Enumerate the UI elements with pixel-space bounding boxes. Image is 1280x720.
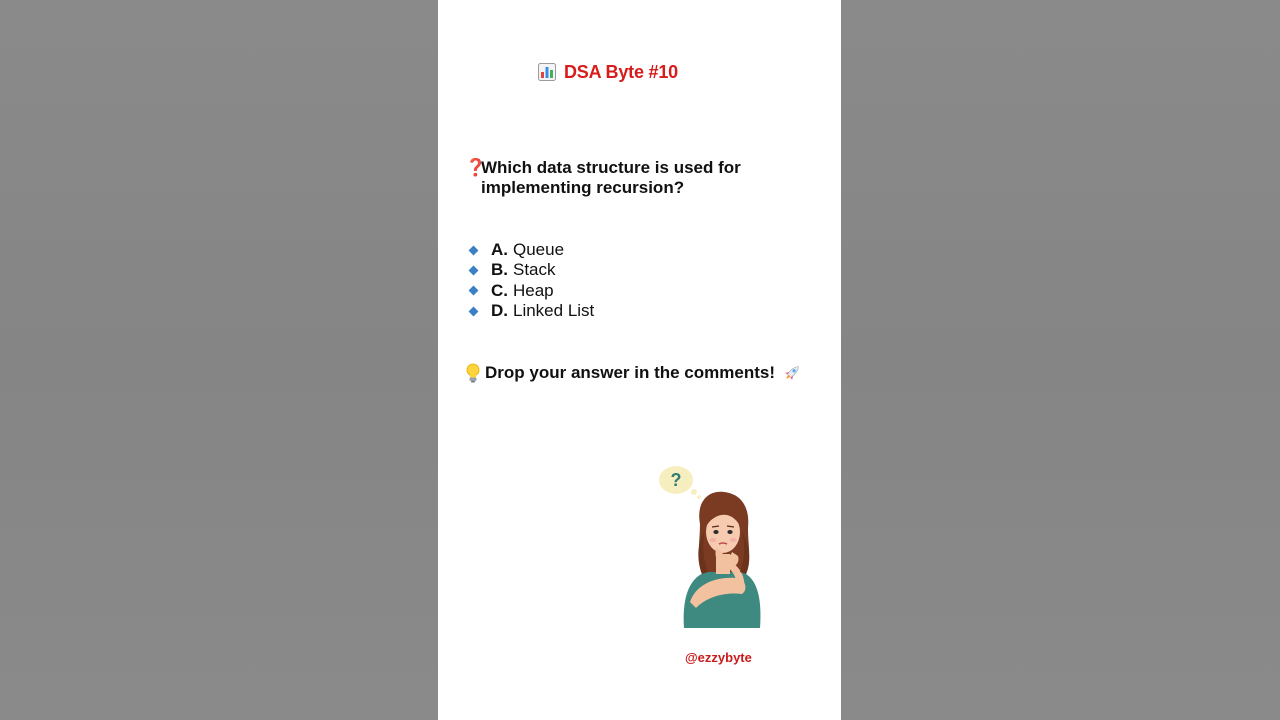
rocket-icon <box>782 363 802 383</box>
thought-question-mark: ? <box>670 470 682 490</box>
page-title: DSA Byte #10 <box>564 61 678 82</box>
question-text <box>465 158 825 198</box>
diamond-bullet-icon <box>469 265 479 275</box>
option-text: Heap <box>513 280 554 300</box>
diamond-bullet-icon <box>469 286 479 296</box>
question-line-1: Which data structure is used for <box>481 158 741 177</box>
question-line-2: implementing recursion? <box>481 178 685 197</box>
option-b <box>468 260 594 280</box>
title-row <box>538 60 678 84</box>
call-to-action <box>465 363 802 383</box>
diamond-bullet-icon <box>469 306 479 316</box>
cta-text: Drop your answer in the comments! <box>485 363 775 382</box>
option-text: Linked List <box>513 301 595 321</box>
diamond-bullet-icon <box>469 245 479 255</box>
question-mark-icon: ❓ <box>465 158 487 177</box>
option-letter: B. <box>491 260 508 280</box>
option-letter: A. <box>491 240 508 260</box>
option-c <box>468 281 594 301</box>
option-d <box>468 301 594 321</box>
option-a <box>468 240 594 260</box>
quiz-card <box>438 0 841 720</box>
option-letter: D. <box>491 301 508 321</box>
right-blur-panel <box>841 0 1280 720</box>
answer-options-list <box>468 240 594 321</box>
left-blur-panel <box>0 0 438 720</box>
option-text: Stack <box>513 260 556 280</box>
thinking-woman-illustration <box>656 462 766 628</box>
bar-chart-icon <box>538 63 556 81</box>
option-letter: C. <box>491 280 508 300</box>
option-text: Queue <box>513 240 565 260</box>
author-handle: @ezzybyte <box>685 650 752 665</box>
light-bulb-icon <box>465 363 481 383</box>
